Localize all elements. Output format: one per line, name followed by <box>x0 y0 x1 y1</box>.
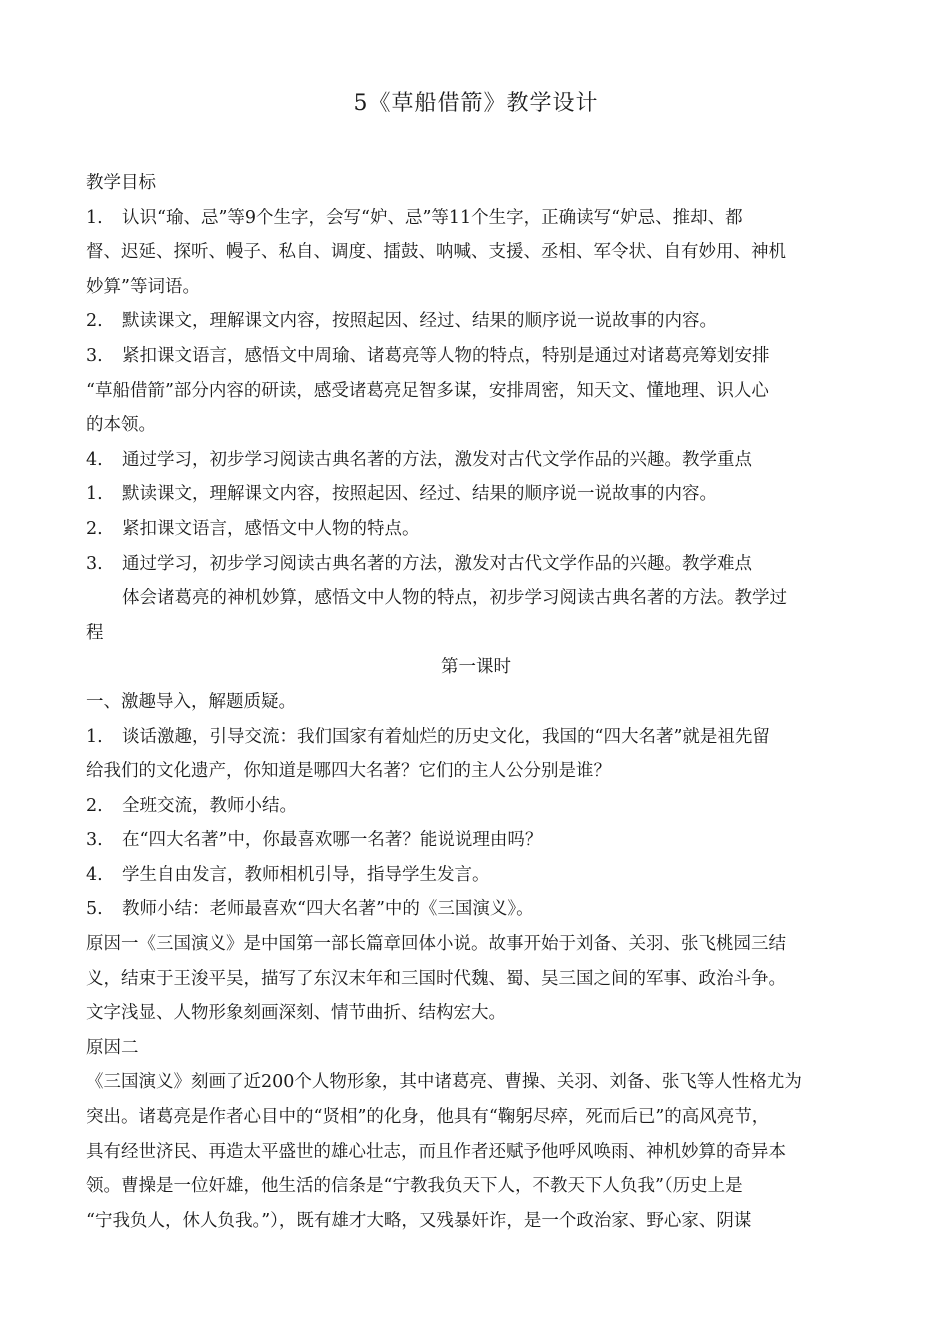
list-number: 4. <box>86 449 103 470</box>
text-line <box>86 1204 866 1239</box>
line-text: 给我们的文化遗产，你知道是哪四大名著？它们的主人公分别是谁？ <box>86 761 611 782</box>
numbered-line <box>86 477 866 512</box>
list-number: 2. <box>86 518 103 539</box>
line-text: 一、激趣导入，解题质疑。 <box>86 691 296 712</box>
line-text: 通过学习，初步学习阅读古典名著的方法，激发对古代文学作品的兴趣。教学难点 <box>122 553 752 574</box>
line-text: 谈话激趣，引导交流：我们国家有着灿烂的历史文化，我国的“四大名著”就是祖先留 <box>122 726 770 747</box>
text-line <box>86 927 866 962</box>
line-text: 教师小结：老师最喜欢“四大名著”中的《三国演义》。 <box>122 899 534 920</box>
text-line <box>86 374 866 409</box>
line-text: 默读课文，理解课文内容，按照起因、经过、结果的顺序说一说故事的内容。 <box>122 311 717 332</box>
text-line <box>86 235 866 270</box>
text-line <box>86 166 866 201</box>
line-text: 《三国演义》刻画了近200个人物形象，其中诸葛亮、曹操、关羽、刘备、张飞等人性格尤为 <box>86 1072 802 1093</box>
text-line <box>86 996 866 1031</box>
list-number: 1. <box>86 726 103 747</box>
line-text: 体会诸葛亮的神机妙算，感悟文中人物的特点，初步学习阅读古典名著的方法。教学过 <box>122 588 787 609</box>
list-number: 5. <box>86 899 103 920</box>
line-text: 教学目标 <box>86 173 156 193</box>
text-line <box>86 962 866 997</box>
line-text: “宁我负人，休人负我。”），既有雄才大略，又残暴奸诈，是一个政治家、野心家、阴谋 <box>86 1210 752 1231</box>
numbered-line <box>86 443 866 478</box>
line-text: 原因一《三国演义》是中国第一部长篇章回体小说。故事开始于刘备、关羽、张飞桃园三结 <box>86 934 786 955</box>
list-number: 1. <box>86 484 103 505</box>
list-number: 3. <box>86 345 103 366</box>
numbered-line <box>86 858 866 893</box>
line-text: 的本领。 <box>86 415 156 436</box>
document-page <box>86 84 866 1238</box>
numbered-line <box>86 339 866 374</box>
list-number: 3. <box>86 553 103 574</box>
list-number: 4. <box>86 864 103 885</box>
line-text: 紧扣课文语言，感悟文中周瑜、诸葛亮等人物的特点，特别是通过对诸葛亮筹划安排 <box>122 345 770 366</box>
list-number: 2. <box>86 795 103 816</box>
line-text: 紧扣课文语言，感悟文中人物的特点。 <box>122 518 420 539</box>
text-line <box>86 650 866 685</box>
line-text: “草船借箭”部分内容的研读，感受诸葛亮足智多谋，安排周密，知天文、懂地理、识人心 <box>86 380 769 401</box>
numbered-line <box>86 823 866 858</box>
text-line <box>86 1100 866 1135</box>
line-text: 突出。诸葛亮是作者心目中的“贤相”的化身，他具有“鞠躬尽瘁，死而后已”的高风亮节， <box>86 1107 770 1128</box>
list-number: 1. <box>86 207 103 228</box>
line-text: 原因二 <box>86 1037 139 1058</box>
line-text: 在“四大名著”中，你最喜欢哪一名著？能说说理由吗？ <box>122 830 543 851</box>
numbered-line <box>86 789 866 824</box>
text-line <box>86 1065 866 1100</box>
document-title: 5《草船借箭》教学设计 <box>353 91 599 116</box>
document-body <box>86 166 866 1238</box>
text-line <box>86 754 866 789</box>
text-line <box>86 616 866 651</box>
line-text: 文字浅显、人物形象刻画深刻、情节曲折、结构宏大。 <box>86 1003 506 1024</box>
line-text: 学生自由发言，教师相机引导，指导学生发言。 <box>122 864 490 885</box>
line-text: 妙算”等词语。 <box>86 276 200 297</box>
line-text: 认识“瑜、忌”等9个生字，会写“妒、忌”等11个生字，正确读写“妒忌、推却、都 <box>122 207 743 228</box>
line-text: 督、迟延、探听、幔子、私自、调度、擂鼓、呐喊、支援、丞相、军令状、自有妙用、神机 <box>86 242 786 263</box>
numbered-line <box>86 720 866 755</box>
line-text: 全班交流，教师小结。 <box>122 795 297 816</box>
text-line <box>86 1031 866 1066</box>
numbered-line <box>86 892 866 927</box>
text-line <box>86 408 866 443</box>
line-text: 程 <box>86 622 104 643</box>
text-line <box>86 581 866 616</box>
line-text: 第一课时 <box>441 657 511 678</box>
text-line <box>86 1169 866 1204</box>
text-line <box>86 1135 866 1170</box>
list-number: 2. <box>86 311 103 332</box>
numbered-line <box>86 304 866 339</box>
line-text: 具有经世济民、再造太平盛世的雄心壮志，而且作者还赋予他呼风唤雨、神机妙算的奇异本 <box>86 1141 786 1162</box>
text-line <box>86 685 866 720</box>
numbered-line <box>86 512 866 547</box>
numbered-line <box>86 547 866 582</box>
text-line <box>86 270 866 305</box>
line-text: 通过学习，初步学习阅读古典名著的方法，激发对古代文学作品的兴趣。教学重点 <box>122 449 752 470</box>
line-text: 义，结束于王浚平吴，描写了东汉末年和三国时代魏、蜀、吴三国之间的军事、政治斗争。 <box>86 968 786 989</box>
line-text: 默读课文，理解课文内容，按照起因、经过、结果的顺序说一说故事的内容。 <box>122 484 717 505</box>
numbered-line <box>86 201 866 236</box>
line-text: 领。曹操是一位奸雄，他生活的信条是“宁教我负天下人，不教天下人负我”（历史上是 <box>86 1176 743 1197</box>
list-number: 3. <box>86 830 103 851</box>
